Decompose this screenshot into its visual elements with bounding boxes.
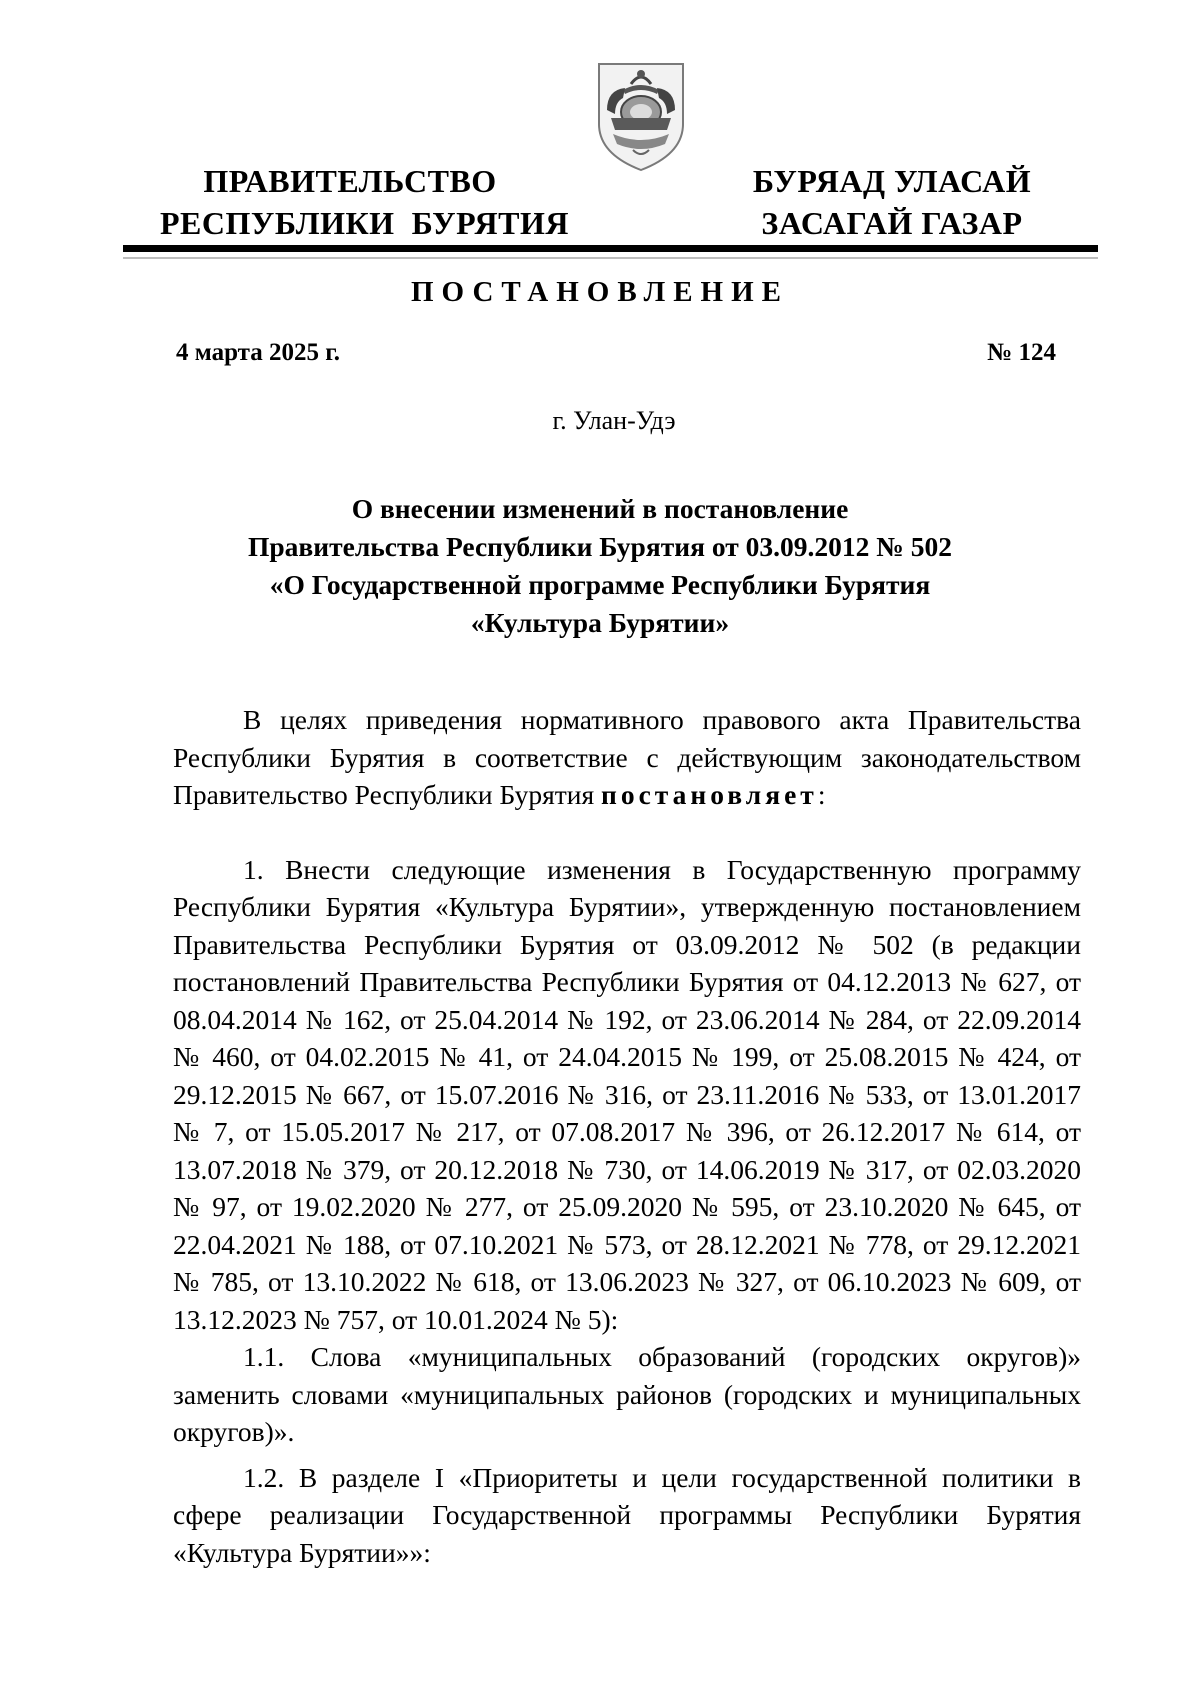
document-title <box>150 490 1050 642</box>
document-body <box>173 701 1081 1571</box>
title-line-1: О внесении изменений в постановление <box>351 493 849 524</box>
preamble-paragraph <box>173 701 1081 814</box>
preamble-text: В целях приведения нормативного правового акта Правительства Республики Бурятия в соответствие с действующим законодательством Правительство Республики Бурятия <box>173 704 1081 810</box>
title-line-3: «О Государственной программе Республики Бурятия <box>269 569 931 600</box>
preamble-colon: : <box>817 779 826 810</box>
issuer-name-russian <box>160 160 569 244</box>
issuer-name-buryat <box>752 160 1032 244</box>
paragraph-1-2: 1.2. В разделе I «Приоритеты и цели государственной политики в сфере реализации Государственной программы Республики Бурятия «Культура Бурятии»»: <box>173 1461 1081 1568</box>
issuer-buryat-line-1: БУРЯАД УЛАСАЙ <box>752 163 1032 199</box>
issuer-line-2: РЕСПУБЛИКИ БУРЯТИЯ <box>160 205 569 241</box>
header-divider-thin <box>123 257 1098 259</box>
document-type: ПОСТАНОВЛЕНИЕ <box>410 276 789 308</box>
document-date: 4 марта 2025 г. <box>176 339 341 366</box>
title-line-4: «Культура Бурятии» <box>470 607 730 638</box>
document-number: № 124 <box>987 339 1056 366</box>
header-divider-thick <box>123 245 1098 252</box>
coat-of-arms-emblem <box>593 54 689 174</box>
title-line-2: Правительства Республики Бурятия от 03.09.2012 № 502 <box>247 531 952 562</box>
paragraph-1-1: 1.1. Слова «муниципальных образований (городских округов)» заменить словами «муниципальных районов (городских и муниципальных округов)». <box>173 1341 1081 1447</box>
issuer-buryat-line-2: ЗАСАГАЙ ГАЗАР <box>761 205 1023 241</box>
issuer-line-1: ПРАВИТЕЛЬСТВО <box>203 163 497 199</box>
decree-word: постановляет <box>601 779 818 810</box>
document-city: г. Улан-Удэ <box>552 406 676 435</box>
paragraph-1: 1. Внести следующие изменения в Государственную программу Республики Бурятия «Культура Бурятии», утвержденную постановлением Правительства Республики Бурятия от 03.09.2012 № 502 (в редакции постановлений Правительства Республики Бурятия от 04.12.2013 № 627, от 08.04.2014 № 162, от 25.04.2014 № 192, от 23.06.2014 № 284, от 22.09.2014 № 460, от 04.02.2015 № 41, от 24.04.2015 № 199, от 25.08.2015 № 424, от 29.12.2015 № 667, от 15.07.2016 № 316, от 23.11.2016 № 533, от 13.01.2017 № 7, от 15.05.2017 № 217, от 07.08.2017 № 396, от 26.12.2017 № 614, от 13.07.2018 № 379, от 20.12.2018 № 730, от 14.06.2019 № 317, от 02.03.2020 № 97, от 19.02.2020 № 277, от 25.09.2020 № 595, от 23.10.2020 № 645, от 22.04.2021 № 188, от 07.10.2021 № 573, от 28.12.2021 № 778, от 29.12.2021 № 785, от 13.10.2022 № 618, от 13.06.2023 № 327, от 06.10.2023 № 609, от 13.12.2023 № 757, от 10.01.2024 № 5): <box>173 853 1081 1335</box>
